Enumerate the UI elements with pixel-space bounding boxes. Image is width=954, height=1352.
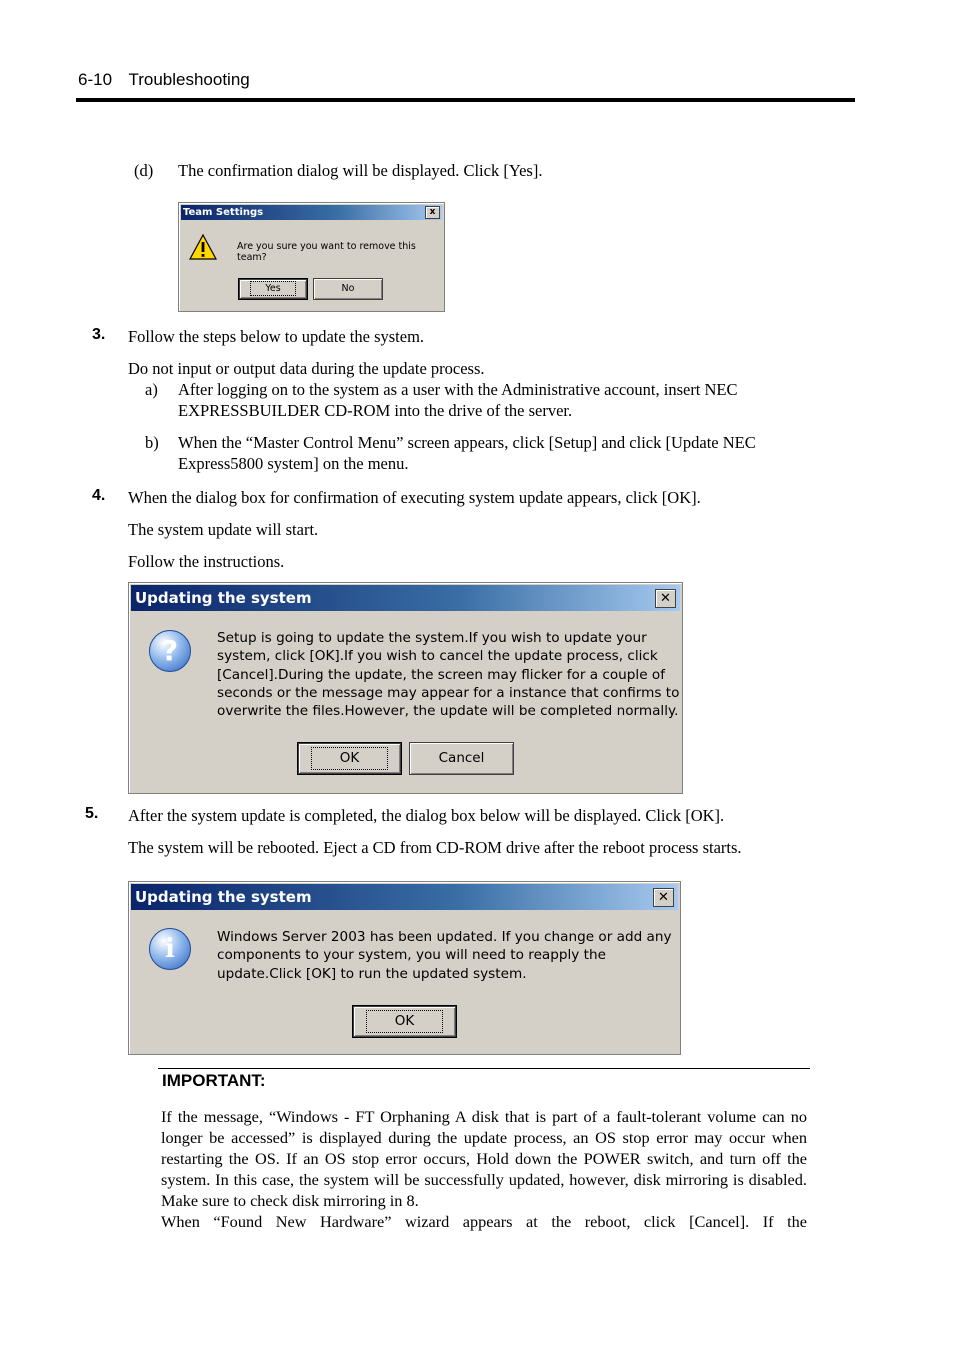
step-4-line3: Follow the instructions.	[128, 552, 285, 571]
info-icon: i	[149, 928, 191, 970]
important-title: IMPORTANT:	[162, 1071, 266, 1090]
close-icon[interactable]: ✕	[653, 888, 674, 907]
dialog-title-bar	[181, 205, 442, 220]
step-3a-label: a)	[145, 380, 158, 399]
important-divider	[158, 1068, 810, 1069]
step-3-text: Follow the steps below to update the system.	[128, 327, 425, 346]
step-3b-label: b)	[145, 433, 159, 452]
ok-button-label: OK	[366, 1010, 443, 1033]
yes-button[interactable]	[239, 279, 307, 299]
step-3a-line1: After logging on to the system as a user with the Administrative account, insert NEC	[178, 380, 738, 399]
team-settings-dialog	[178, 202, 445, 312]
warning-icon	[189, 233, 217, 261]
dialog-title: Updating the system	[135, 888, 312, 906]
question-icon: ?	[149, 630, 191, 672]
step-3-note: Do not input or output data during the update process.	[128, 359, 485, 378]
close-icon[interactable]: ✕	[655, 589, 676, 608]
step-5-number: 5.	[85, 805, 99, 822]
page-header	[78, 70, 262, 90]
update-complete-dialog	[128, 881, 681, 1055]
step-4-number: 4.	[92, 487, 106, 504]
important-p1-quote: “Windows - FT Orphaning A disk that is part of a fault-tolerant volume can no longer be accessed”	[161, 1107, 807, 1147]
important-paragraph-1	[161, 1106, 807, 1211]
step-5-text: After the system update is completed, the dialog box below will be displayed. Click [OK].	[128, 806, 725, 825]
dialog-title-bar	[131, 585, 680, 611]
page-number: 6-10	[78, 70, 113, 89]
no-button[interactable]: No	[313, 278, 383, 300]
step-3a-line2: EXPRESSBUILDER CD-ROM into the drive of the server.	[178, 401, 573, 420]
header-divider	[76, 98, 855, 102]
important-p1-post: is displayed during the update process, an OS stop error may occur when restarting the OS. If an OS stop error occurs, Hold down the POWER switch, and turn off the system. In this case, the system will be successfully updated, however, disk mirroring is disabled. Make sure to check disk mirroring in 8.	[161, 1128, 807, 1210]
update-confirm-dialog	[128, 582, 683, 794]
yes-button-label: Yes	[250, 281, 295, 296]
step-4-text: When the dialog box for confirmation of executing system update appears, click [OK].	[128, 488, 701, 507]
ok-button[interactable]	[353, 1006, 456, 1037]
step-3b-line1: When the “Master Control Menu” screen appears, click [Setup] and click [Update NEC	[178, 433, 756, 452]
dialog-title: Updating the system	[135, 589, 312, 607]
step-d-label: (d)	[134, 161, 154, 180]
dialog-title: Team Settings	[183, 207, 264, 218]
ok-button[interactable]	[298, 743, 401, 774]
close-icon[interactable]: x	[425, 206, 440, 219]
dialog-message: Are you sure you want to remove this team?	[237, 241, 416, 263]
step-3-number: 3.	[92, 326, 106, 343]
section-title: Troubleshooting	[128, 70, 250, 89]
cancel-button[interactable]: Cancel	[409, 742, 514, 775]
step-4-line2: The system update will start.	[128, 520, 319, 539]
important-p1-pre: If the message,	[161, 1107, 269, 1126]
dialog-title-bar	[131, 884, 678, 910]
step-d-text: The confirmation dialog will be displayed. Click [Yes].	[178, 161, 543, 180]
important-paragraph-2: When “Found New Hardware” wizard appears at the reboot, click [Cancel]. If the	[161, 1212, 807, 1231]
step-3b-line2: Express5800 system] on the menu.	[178, 454, 409, 473]
ok-button-label: OK	[311, 747, 388, 770]
important-body	[161, 1106, 807, 1232]
step-5-line2: The system will be rebooted. Eject a CD from CD-ROM drive after the reboot process starts.	[128, 838, 742, 857]
dialog-message: Setup is going to update the system.If you wish to update your system, click [OK].If you wish to cancel the update process, click [Cancel].During the update, the screen may flicker for a couple of seconds or the message may appear for a instance that confirms to overwrite the files.However, the update will be completed normally.	[217, 630, 680, 720]
dialog-message: Windows Server 2003 has been updated. If you change or add any components to your system, you will need to reapply the update.Click [OK] to run the updated system.	[217, 929, 672, 982]
